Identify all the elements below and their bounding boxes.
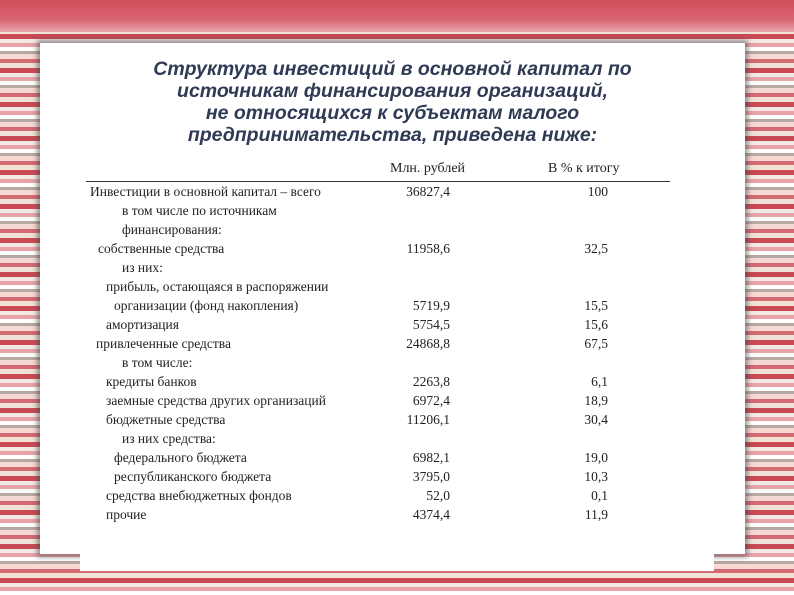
- row-value-mln-rub: 11206,1: [406, 412, 450, 427]
- row-value-percent: 100: [587, 184, 608, 199]
- row-value-percent: 10,3: [584, 469, 608, 484]
- row-value-percent: 18,9: [584, 393, 608, 408]
- row-value-percent: 15,6: [584, 317, 608, 332]
- row-label: амортизация: [106, 317, 179, 332]
- table-row: [80, 505, 714, 524]
- row-value-mln-rub: 5719,9: [412, 298, 450, 313]
- row-value-percent: 30,4: [584, 412, 608, 427]
- row-label: прочие: [106, 507, 147, 522]
- row-label: из них:: [122, 260, 163, 275]
- row-label: из них средства:: [122, 431, 216, 446]
- table-row: [80, 429, 714, 448]
- row-value-mln-rub: 6982,1: [412, 450, 450, 465]
- row-value-mln-rub: 36827,4: [406, 184, 450, 199]
- row-value-mln-rub: 11958,6: [406, 241, 450, 256]
- row-value-mln-rub: 3795,0: [412, 469, 450, 484]
- row-label: средства внебюджетных фондов: [106, 488, 292, 503]
- table-row: [80, 277, 714, 296]
- table-row: [80, 182, 714, 201]
- table-row: [80, 410, 714, 429]
- row-label: кредиты банков: [106, 374, 197, 389]
- table-row: [80, 258, 714, 277]
- row-value-percent: 15,5: [584, 298, 608, 313]
- row-value-mln-rub: 24868,8: [406, 336, 450, 351]
- row-label: в том числе по источникам: [122, 203, 277, 218]
- row-label: прибыль, остающаяся в распоряжении: [106, 279, 329, 294]
- table-row: [80, 220, 714, 239]
- row-label: бюджетные средства: [106, 412, 226, 427]
- table-row: [80, 315, 714, 334]
- row-label: организации (фонд накопления): [114, 298, 299, 313]
- row-value-mln-rub: 2263,8: [412, 374, 450, 389]
- row-value-percent: 19,0: [584, 450, 608, 465]
- table-row: [80, 372, 714, 391]
- table-row: [80, 239, 714, 258]
- row-value-percent: 67,5: [584, 336, 608, 351]
- slide-title: [40, 58, 745, 146]
- table-row: [80, 391, 714, 410]
- table-row: [80, 486, 714, 505]
- row-label: привлеченные средства: [96, 336, 231, 351]
- table-row: [80, 334, 714, 353]
- row-value-mln-rub: 4374,4: [412, 507, 450, 522]
- table-row: [80, 296, 714, 315]
- column-header-mln-rub: Млн. рублей: [390, 161, 466, 176]
- row-value-mln-rub: 52,0: [426, 488, 450, 503]
- row-value-percent: 11,9: [584, 507, 608, 522]
- row-label: республиканского бюджета: [114, 469, 272, 484]
- row-value-percent: 6,1: [591, 374, 608, 389]
- row-label: в том числе:: [122, 355, 193, 370]
- title-line: Структура инвестиций в основной капитал по: [153, 58, 632, 80]
- column-header-percent: В % к итогу: [548, 161, 620, 176]
- row-value-percent: 32,5: [584, 241, 608, 256]
- table-row: [80, 201, 714, 220]
- top-color-band: [0, 0, 794, 32]
- row-value-mln-rub: 5754,5: [412, 317, 450, 332]
- row-label: финансирования:: [122, 222, 222, 237]
- investment-table: [80, 155, 714, 571]
- row-label: Инвестиции в основной капитал – всего: [90, 184, 321, 199]
- title-line: предпринимательства, приведена ниже:: [187, 124, 598, 146]
- row-value-percent: 0,1: [591, 488, 608, 503]
- row-value-mln-rub: 6972,4: [412, 393, 450, 408]
- row-label: собственные средства: [98, 241, 225, 256]
- table-row: [80, 353, 714, 372]
- table-row: [80, 448, 714, 467]
- table-row: [80, 467, 714, 486]
- row-label: федерального бюджета: [114, 450, 247, 465]
- title-line: источникам финансирования организаций,: [177, 80, 608, 102]
- row-label: заемные средства других организаций: [106, 393, 326, 408]
- title-line: не относящихся к субъектам малого: [205, 102, 580, 124]
